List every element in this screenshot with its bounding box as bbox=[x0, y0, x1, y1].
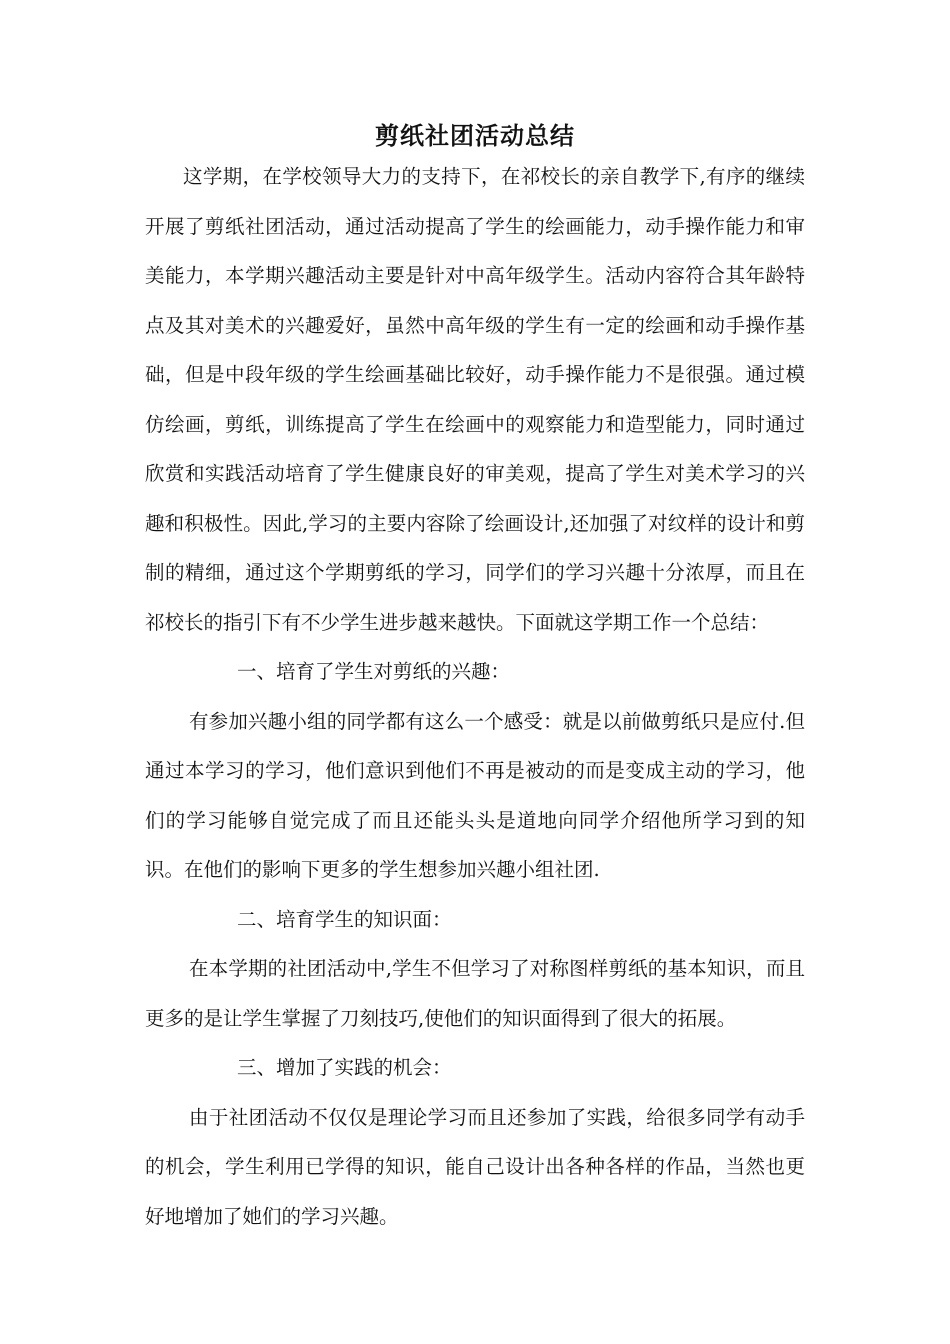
section-paragraph-3: 由于社团活动不仅仅是理论学习而且还参加了实践，给很多同学有动手的机会，学生利用已学得的知识，能自己设计出各种各样的作品，当然也更好地增加了她们的学习兴趣。 bbox=[145, 1105, 805, 1228]
section-heading-1: 一、培育了学生对剪纸的兴趣： bbox=[237, 660, 511, 683]
section-paragraph-1: 有参加兴趣小组的同学都有这么一个感受：就是以前做剪纸只是应付.但通过本学习的学习，他们意识到他们不再是被动的而是变成主动的学习，他们的学习能够自觉完成了而且还能头头是道地向同学介绍他所学习到的知识。在他们的影响下更多的学生想参加兴趣小组社团. bbox=[145, 709, 805, 881]
section-paragraph-2: 在本学期的社团活动中,学生不但学习了对称图样剪纸的基本知识，而且更多的是让学生掌握了刀刻技巧,使他们的知识面得到了很大的拓展。 bbox=[145, 957, 805, 1030]
document-body bbox=[145, 152, 805, 1241]
section-heading-2: 二、培育学生的知识面： bbox=[237, 907, 452, 931]
document-title: 剪纸社团活动总结 bbox=[375, 121, 575, 150]
intro-paragraph: 这学期，在学校领导大力的支持下，在祁校长的亲自教学下,有序的继续开展了剪纸社团活动，通过活动提高了学生的绘画能力，动手操作能力和审美能力，本学期兴趣活动主要是针对中高年级学生。活动内容符合其年龄特点及其对美术的兴趣爱好，虽然中高年级的学生有一定的绘画和动手操作基础，但是中段年级的学生绘画基础比较好，动手操作能力不是很强。通过模仿绘画，剪纸，训练提高了学生在绘画中的观察能力和造型能力，同时通过欣赏和实践活动培育了学生健康良好的审美观，提高了学生对美术学习的兴趣和积极性。因此,学习的主要内容除了绘画设计,还加强了对纹样的设计和剪制的精细，通过这个学期剪纸的学习，同学们的学习兴趣十分浓厚，而且在祁校长的指引下有不少学生进步越来越快。下面就这学期工作一个总结： bbox=[145, 165, 805, 634]
section-heading-3: 三、增加了实践的机会： bbox=[237, 1056, 452, 1079]
